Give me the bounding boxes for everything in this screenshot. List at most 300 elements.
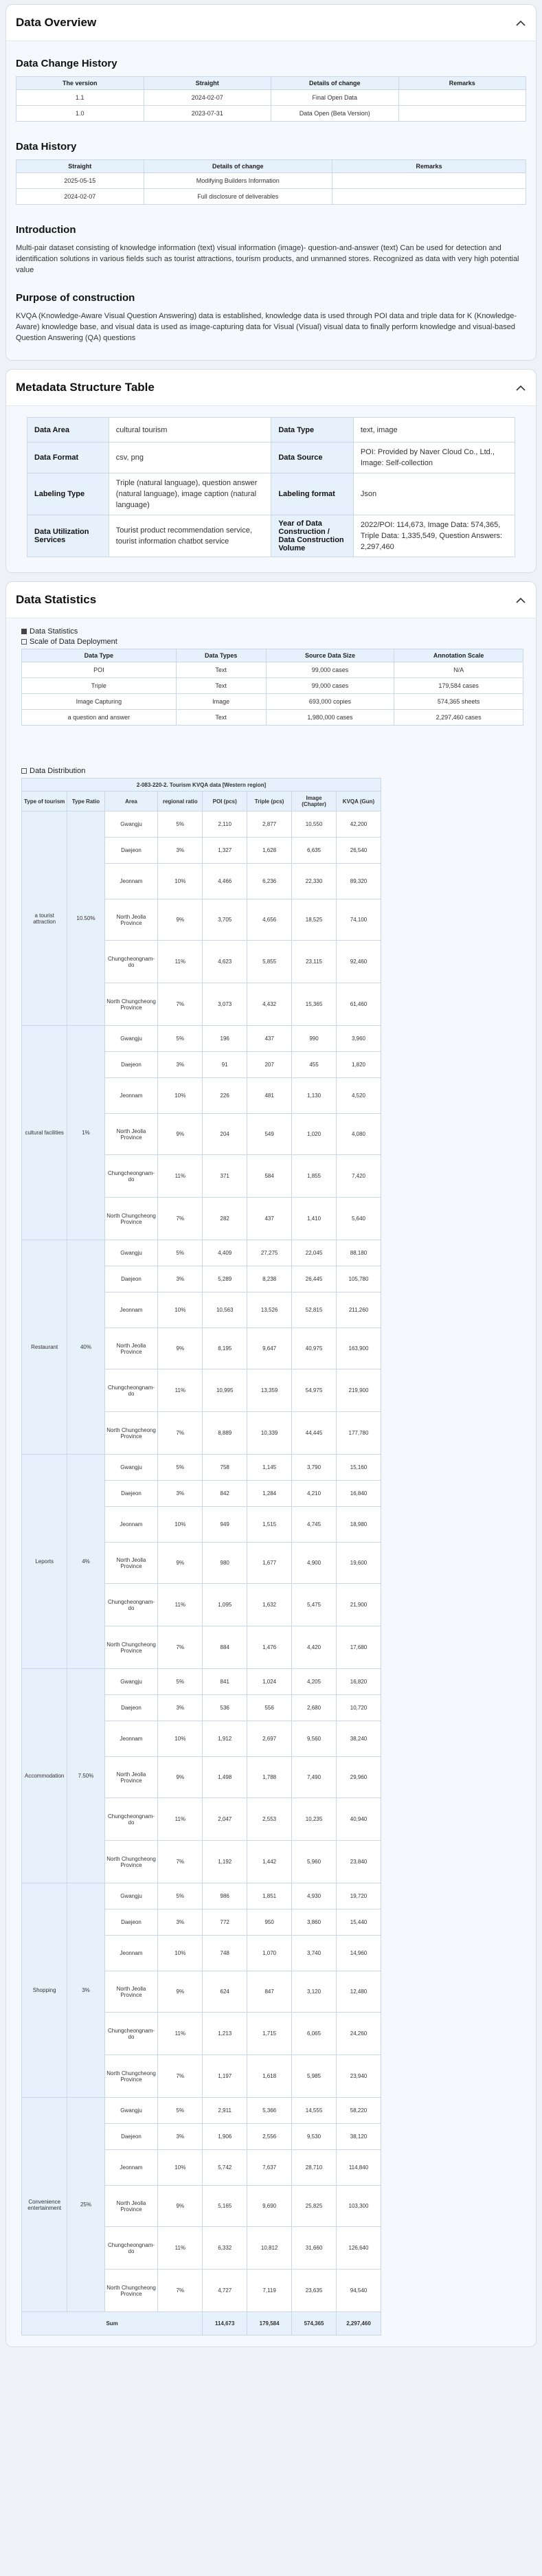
- overview-header[interactable]: [6, 5, 536, 41]
- distribution-cell: 10,563: [203, 1292, 247, 1328]
- distribution-cell: 842: [203, 1481, 247, 1507]
- distribution-cell: 11%: [158, 1155, 203, 1198]
- scale-cell: Text: [176, 662, 266, 678]
- scale-cell: 179,584 cases: [394, 678, 523, 694]
- type-ratio-cell: 25%: [67, 2098, 104, 2312]
- scale-cell: Text: [176, 678, 266, 694]
- distribution-cell: 950: [247, 1909, 292, 1936]
- table-row: [22, 811, 381, 838]
- distribution-cell: 4,900: [292, 1543, 337, 1584]
- distribution-cell: 29,960: [336, 1757, 381, 1798]
- distribution-cell: 1,192: [203, 1841, 247, 1883]
- data-history-header-cell: Details of change: [144, 160, 332, 173]
- distribution-cell: 3,705: [203, 899, 247, 941]
- distribution-cell: 52,815: [292, 1292, 337, 1328]
- distribution-cell: 5%: [158, 1240, 203, 1266]
- distribution-cell: 7%: [158, 1841, 203, 1883]
- table-row: [27, 473, 515, 515]
- distribution-cell: 4,727: [203, 2270, 247, 2312]
- distribution-cell: 371: [203, 1155, 247, 1198]
- table-row: [22, 2098, 381, 2124]
- distribution-cell: 103,300: [336, 2186, 381, 2227]
- distribution-cell: 7%: [158, 2055, 203, 2098]
- distribution-cell: 6,236: [247, 864, 292, 899]
- distribution-cell: 949: [203, 1507, 247, 1543]
- distribution-cell: 1,327: [203, 838, 247, 864]
- distribution-cell: 21,900: [336, 1584, 381, 1626]
- distribution-cell: 3%: [158, 1481, 203, 1507]
- distribution-cell: 211,260: [336, 1292, 381, 1328]
- overview-panel: [5, 4, 537, 361]
- overview-body: [6, 41, 536, 360]
- distribution-cell: 1,677: [247, 1543, 292, 1584]
- distribution-cell: 584: [247, 1155, 292, 1198]
- distribution-cell: 2,553: [247, 1798, 292, 1841]
- distribution-cell: 3,790: [292, 1455, 337, 1481]
- distribution-cell: North Jeolla Province: [104, 2186, 158, 2227]
- metadata-label: Data Source: [271, 443, 354, 473]
- scale-cell: POI: [22, 662, 177, 678]
- distribution-cell: 9%: [158, 1328, 203, 1369]
- scale-cell: 1,980,000 cases: [266, 710, 394, 726]
- distribution-cell: 11%: [158, 1584, 203, 1626]
- scale-cell: 99,000 cases: [266, 678, 394, 694]
- distribution-cell: 207: [247, 1052, 292, 1078]
- distribution-cell: 1,024: [247, 1669, 292, 1695]
- distribution-cell: 1,145: [247, 1455, 292, 1481]
- distribution-cell: 23,635: [292, 2270, 337, 2312]
- change-history-cell: 2024-02-07: [144, 90, 271, 106]
- distribution-cell: 437: [247, 1026, 292, 1052]
- table-row: [16, 173, 526, 189]
- distribution-cell: 1,070: [247, 1936, 292, 1971]
- data-history-cell: [332, 173, 526, 189]
- distribution-cell: 58,220: [336, 2098, 381, 2124]
- checkbox-icon: [21, 768, 27, 774]
- distribution-caption: 2-083-220-2. Tourism KVQA data [Western region]: [22, 779, 381, 792]
- metadata-label: Data Format: [27, 443, 109, 473]
- distribution-cell: 7%: [158, 983, 203, 1026]
- distribution-cell: 847: [247, 1971, 292, 2013]
- distribution-cell: 1,498: [203, 1757, 247, 1798]
- distribution-cell: 884: [203, 1626, 247, 1669]
- distribution-cell: 1,410: [292, 1198, 337, 1240]
- distribution-cell: Chungcheongnam-do: [104, 1369, 158, 1412]
- distribution-cell: Gwangju: [104, 1883, 158, 1909]
- distribution-cell: North Jeolla Province: [104, 1328, 158, 1369]
- distribution-cell: 5%: [158, 2098, 203, 2124]
- distribution-cell: 4,420: [292, 1626, 337, 1669]
- distribution-cell: Daejeon: [104, 838, 158, 864]
- distribution-cell: 163,900: [336, 1328, 381, 1369]
- distribution-cell: 5,960: [292, 1841, 337, 1883]
- distribution-cell: 7,637: [247, 2150, 292, 2186]
- metadata-label: Data Type: [271, 418, 354, 443]
- distribution-cell: 10%: [158, 864, 203, 899]
- distribution-cell: 3%: [158, 1909, 203, 1936]
- distribution-cell: 1,715: [247, 2013, 292, 2055]
- change-history-header-cell: Details of change: [271, 77, 399, 90]
- scale-cell: Image Capturing: [22, 694, 177, 710]
- distribution-cell: 94,540: [336, 2270, 381, 2312]
- distribution-cell: 126,640: [336, 2227, 381, 2270]
- distribution-cell: 15,365: [292, 983, 337, 1026]
- distribution-cell: North Jeolla Province: [104, 899, 158, 941]
- distribution-cell: 4,623: [203, 941, 247, 983]
- distribution-cell: 990: [292, 1026, 337, 1052]
- distribution-cell: 9%: [158, 1114, 203, 1155]
- metadata-table: [27, 417, 515, 557]
- distribution-cell: 91: [203, 1052, 247, 1078]
- table-row: [22, 710, 523, 726]
- scale-cell: Triple: [22, 678, 177, 694]
- checkbox-icon: [21, 639, 27, 645]
- distribution-cell: North Chungcheong Province: [104, 1841, 158, 1883]
- distribution-cell: 31,660: [292, 2227, 337, 2270]
- distribution-cell: 6,635: [292, 838, 337, 864]
- distribution-cell: 24,260: [336, 2013, 381, 2055]
- distribution-cell: Gwangju: [104, 2098, 158, 2124]
- distribution-cell: 5%: [158, 1455, 203, 1481]
- table-row: [27, 418, 515, 443]
- distribution-cell: Chungcheongnam-do: [104, 941, 158, 983]
- distribution-cell: 4,745: [292, 1507, 337, 1543]
- distribution-cell: 1,906: [203, 2124, 247, 2150]
- distribution-cell: Gwangju: [104, 811, 158, 838]
- distribution-cell: 1,628: [247, 838, 292, 864]
- tourism-type-cell: a tourist attraction: [22, 811, 67, 1026]
- distribution-cell: Daejeon: [104, 1481, 158, 1507]
- distribution-header-cell: POI (pcs): [203, 792, 247, 811]
- table-row: [22, 678, 523, 694]
- distribution-header-cell: KVQA (Gun): [336, 792, 381, 811]
- distribution-cell: 4,409: [203, 1240, 247, 1266]
- distribution-cell: 7,420: [336, 1155, 381, 1198]
- distribution-cell: North Jeolla Province: [104, 1543, 158, 1584]
- distribution-cell: North Chungcheong Province: [104, 1198, 158, 1240]
- table-row: [16, 90, 526, 106]
- tourism-type-cell: Restaurant: [22, 1240, 67, 1455]
- distribution-cell: 196: [203, 1026, 247, 1052]
- distribution-cell: Daejeon: [104, 1052, 158, 1078]
- distribution-cell: 7%: [158, 1412, 203, 1455]
- distribution-cell: 13,359: [247, 1369, 292, 1412]
- distribution-cell: 481: [247, 1078, 292, 1114]
- distribution-cell: 2,110: [203, 811, 247, 838]
- tourism-type-cell: cultural facilities: [22, 1026, 67, 1240]
- distribution-cell: 13,526: [247, 1292, 292, 1328]
- distribution-cell: 74,100: [336, 899, 381, 941]
- distribution-cell: 14,960: [336, 1936, 381, 1971]
- distribution-cell: Jeonnam: [104, 1936, 158, 1971]
- distribution-cell: 9,530: [292, 2124, 337, 2150]
- statistics-panel: [5, 581, 537, 2347]
- distribution-cell: Chungcheongnam-do: [104, 2013, 158, 2055]
- distribution-cell: 7%: [158, 2270, 203, 2312]
- table-row: [22, 662, 523, 678]
- distribution-cell: 3%: [158, 2124, 203, 2150]
- distribution-cell: 10%: [158, 1507, 203, 1543]
- distribution-header-cell: regional ratio: [158, 792, 203, 811]
- distribution-cell: 88,180: [336, 1240, 381, 1266]
- scale-cell: Image: [176, 694, 266, 710]
- statistics-header[interactable]: [6, 582, 536, 618]
- distribution-cell: 1,632: [247, 1584, 292, 1626]
- distribution-cell: 7%: [158, 1198, 203, 1240]
- change-history-title: Data Change History: [16, 58, 117, 69]
- table-row: [16, 106, 526, 122]
- distribution-cell: Jeonnam: [104, 864, 158, 899]
- data-history-cell: [332, 189, 526, 205]
- distribution-table: [21, 778, 381, 2336]
- distribution-cell: Chungcheongnam-do: [104, 1798, 158, 1841]
- distribution-cell: 1,618: [247, 2055, 292, 2098]
- distribution-cell: 7,119: [247, 2270, 292, 2312]
- distribution-cell: 26,540: [336, 838, 381, 864]
- distribution-cell: 437: [247, 1198, 292, 1240]
- distribution-label: Data Distribution: [21, 767, 523, 775]
- distribution-cell: 177,780: [336, 1412, 381, 1455]
- distribution-cell: Gwangju: [104, 1669, 158, 1695]
- change-history-cell: Data Open (Beta Version): [271, 106, 399, 122]
- distribution-cell: Chungcheongnam-do: [104, 1584, 158, 1626]
- distribution-cell: 10,550: [292, 811, 337, 838]
- distribution-cell: 105,780: [336, 1266, 381, 1292]
- distribution-cell: 42,200: [336, 811, 381, 838]
- distribution-cell: 10,995: [203, 1369, 247, 1412]
- distribution-cell: Chungcheongnam-do: [104, 1155, 158, 1198]
- distribution-cell: North Chungcheong Province: [104, 1412, 158, 1455]
- distribution-cell: 16,840: [336, 1481, 381, 1507]
- scale-label: Scale of Data Deployment: [21, 638, 523, 646]
- table-row: [22, 1240, 381, 1266]
- sum-poi: 114,673: [203, 2312, 247, 2336]
- distribution-cell: 10,720: [336, 1695, 381, 1721]
- sum-triple: 179,584: [247, 2312, 292, 2336]
- distribution-cell: 27,275: [247, 1240, 292, 1266]
- distribution-cell: 11%: [158, 1369, 203, 1412]
- purpose-title: Purpose of construction: [16, 292, 135, 304]
- scale-cell: Text: [176, 710, 266, 726]
- distribution-cell: 1,095: [203, 1584, 247, 1626]
- change-history-cell: 1.0: [16, 106, 144, 122]
- scale-cell: N/A: [394, 662, 523, 678]
- distribution-cell: 38,120: [336, 2124, 381, 2150]
- distribution-cell: 19,720: [336, 1883, 381, 1909]
- distribution-header-cell: Type of tourism: [22, 792, 67, 811]
- distribution-cell: 44,445: [292, 1412, 337, 1455]
- distribution-cell: 1,442: [247, 1841, 292, 1883]
- tourism-type-cell: Leports: [22, 1455, 67, 1669]
- distribution-header-cell: Type Ratio: [67, 792, 104, 811]
- distribution-header-cell: Image (Chapter): [292, 792, 337, 811]
- distribution-cell: 11%: [158, 2227, 203, 2270]
- distribution-cell: 226: [203, 1078, 247, 1114]
- distribution-cell: 14,555: [292, 2098, 337, 2124]
- distribution-cell: 4,520: [336, 1078, 381, 1114]
- distribution-cell: 11%: [158, 2013, 203, 2055]
- distribution-cell: 5,165: [203, 2186, 247, 2227]
- type-ratio-cell: 1%: [67, 1026, 104, 1240]
- distribution-cell: 3%: [158, 1052, 203, 1078]
- distribution-cell: Gwangju: [104, 1026, 158, 1052]
- distribution-cell: 2,911: [203, 2098, 247, 2124]
- change-history-header-cell: Remarks: [398, 77, 526, 90]
- distribution-cell: 624: [203, 1971, 247, 2013]
- distribution-cell: 8,195: [203, 1328, 247, 1369]
- metadata-value: csv, png: [109, 443, 271, 473]
- distribution-cell: North Chungcheong Province: [104, 2055, 158, 2098]
- distribution-cell: North Chungcheong Province: [104, 2270, 158, 2312]
- statistics-title: Data Statistics: [16, 593, 97, 606]
- table-row: [27, 443, 515, 473]
- distribution-cell: 5,289: [203, 1266, 247, 1292]
- distribution-cell: 1,213: [203, 2013, 247, 2055]
- sum-image: 574,365: [292, 2312, 337, 2336]
- metadata-panel: [5, 369, 537, 573]
- sum-row: [22, 2312, 381, 2336]
- distribution-cell: 9,690: [247, 2186, 292, 2227]
- sum-label: Sum: [22, 2312, 203, 2336]
- data-history-cell: 2025-05-15: [16, 173, 144, 189]
- scale-cell: 2,297,460 cases: [394, 710, 523, 726]
- sum-kvqa: 2,297,460: [336, 2312, 381, 2336]
- distribution-cell: 22,330: [292, 864, 337, 899]
- distribution-cell: 1,820: [336, 1052, 381, 1078]
- change-history-header-cell: Straight: [144, 77, 271, 90]
- distribution-cell: 9%: [158, 1543, 203, 1584]
- table-row: [22, 1883, 381, 1909]
- data-history-cell: Full disclosure of deliverables: [144, 189, 332, 205]
- chevron-up-icon[interactable]: [515, 17, 526, 28]
- distribution-cell: 5,366: [247, 2098, 292, 2124]
- distribution-cell: 6,065: [292, 2013, 337, 2055]
- distribution-cell: Jeonnam: [104, 1721, 158, 1757]
- distribution-cell: 282: [203, 1198, 247, 1240]
- distribution-cell: 758: [203, 1455, 247, 1481]
- distribution-cell: 549: [247, 1114, 292, 1155]
- distribution-cell: 5,640: [336, 1198, 381, 1240]
- scale-header-cell: Source Data Size: [266, 649, 394, 662]
- distribution-cell: 40,940: [336, 1798, 381, 1841]
- distribution-cell: 1,855: [292, 1155, 337, 1198]
- distribution-cell: 92,460: [336, 941, 381, 983]
- distribution-cell: 1,197: [203, 2055, 247, 2098]
- statistics-body: [6, 618, 536, 2347]
- distribution-cell: 10%: [158, 1078, 203, 1114]
- distribution-cell: Daejeon: [104, 1909, 158, 1936]
- distribution-cell: 9,560: [292, 1721, 337, 1757]
- distribution-cell: 2,680: [292, 1695, 337, 1721]
- distribution-cell: 204: [203, 1114, 247, 1155]
- distribution-cell: 4,466: [203, 864, 247, 899]
- distribution-cell: 2,877: [247, 811, 292, 838]
- distribution-cell: 23,840: [336, 1841, 381, 1883]
- distribution-cell: 61,460: [336, 983, 381, 1026]
- tourism-type-cell: Convenience entertainment: [22, 2098, 67, 2312]
- distribution-cell: 89,320: [336, 864, 381, 899]
- distribution-cell: 9,647: [247, 1328, 292, 1369]
- metadata-header[interactable]: [6, 370, 536, 406]
- distribution-cell: Gwangju: [104, 1240, 158, 1266]
- distribution-cell: North Jeolla Province: [104, 1114, 158, 1155]
- distribution-cell: Jeonnam: [104, 1292, 158, 1328]
- distribution-cell: 9%: [158, 1757, 203, 1798]
- distribution-cell: 4,432: [247, 983, 292, 1026]
- distribution-cell: 5%: [158, 811, 203, 838]
- distribution-cell: 17,680: [336, 1626, 381, 1669]
- distribution-cell: 5%: [158, 1026, 203, 1052]
- type-ratio-cell: 4%: [67, 1455, 104, 1669]
- distribution-cell: 3,120: [292, 1971, 337, 2013]
- chevron-up-icon[interactable]: [515, 382, 526, 393]
- distribution-cell: 10%: [158, 2150, 203, 2186]
- metadata-label: Data Utilization Services: [27, 515, 109, 557]
- distribution-cell: 10%: [158, 1721, 203, 1757]
- distribution-cell: 10,339: [247, 1412, 292, 1455]
- data-history-header-cell: Straight: [16, 160, 144, 173]
- distribution-cell: 40,975: [292, 1328, 337, 1369]
- metadata-label: Labeling format: [271, 473, 354, 515]
- distribution-cell: 4,210: [292, 1481, 337, 1507]
- distribution-cell: 11%: [158, 941, 203, 983]
- distribution-cell: 38,240: [336, 1721, 381, 1757]
- metadata-value: Tourist product recommendation service, tourist information chatbot service: [109, 515, 271, 557]
- distribution-header-cell: Triple (pcs): [247, 792, 292, 811]
- scale-cell: 99,000 cases: [266, 662, 394, 678]
- metadata-value: cultural tourism: [109, 418, 271, 443]
- distribution-cell: 1,284: [247, 1481, 292, 1507]
- distribution-cell: 18,525: [292, 899, 337, 941]
- distribution-cell: 1,020: [292, 1114, 337, 1155]
- distribution-cell: 5,475: [292, 1584, 337, 1626]
- overview-title: Data Overview: [16, 16, 97, 29]
- distribution-header-cell: Area: [104, 792, 158, 811]
- scale-header-cell: Data Types: [176, 649, 266, 662]
- distribution-cell: 22,045: [292, 1240, 337, 1266]
- distribution-cell: 986: [203, 1883, 247, 1909]
- distribution-cell: 5,742: [203, 2150, 247, 2186]
- distribution-cell: 6,332: [203, 2227, 247, 2270]
- metadata-title: Metadata Structure Table: [16, 381, 155, 394]
- data-history-table: [16, 159, 526, 205]
- distribution-cell: 3,960: [336, 1026, 381, 1052]
- introduction-text: Multi-pair dataset consisting of knowledge information (text) visual information (image)- question-and-answer (text) Can be used for detection and identification solutions in various fields such as tourist attractions, tourism products, and unmanned stores. Recognized as data with very high potential value: [16, 244, 519, 274]
- chevron-up-icon[interactable]: [515, 594, 526, 605]
- distribution-cell: 2,047: [203, 1798, 247, 1841]
- distribution-cell: Jeonnam: [104, 2150, 158, 2186]
- scale-header-cell: Data Type: [22, 649, 177, 662]
- metadata-value: Json: [353, 473, 515, 515]
- scale-cell: 693,000 copies: [266, 694, 394, 710]
- distribution-cell: 772: [203, 1909, 247, 1936]
- distribution-cell: 10%: [158, 1936, 203, 1971]
- distribution-cell: 23,115: [292, 941, 337, 983]
- distribution-cell: 9%: [158, 899, 203, 941]
- type-ratio-cell: 10.50%: [67, 811, 104, 1026]
- scale-cell: 574,365 sheets: [394, 694, 523, 710]
- distribution-cell: 5,855: [247, 941, 292, 983]
- distribution-cell: 1,851: [247, 1883, 292, 1909]
- metadata-label: Year of Data Construction / Data Construction Volume: [271, 515, 354, 557]
- distribution-cell: 3%: [158, 838, 203, 864]
- distribution-cell: 54,975: [292, 1369, 337, 1412]
- metadata-body: [6, 406, 536, 572]
- distribution-cell: 3%: [158, 1695, 203, 1721]
- distribution-cell: 1,788: [247, 1757, 292, 1798]
- distribution-cell: 9%: [158, 2186, 203, 2227]
- change-history-table: [16, 76, 526, 122]
